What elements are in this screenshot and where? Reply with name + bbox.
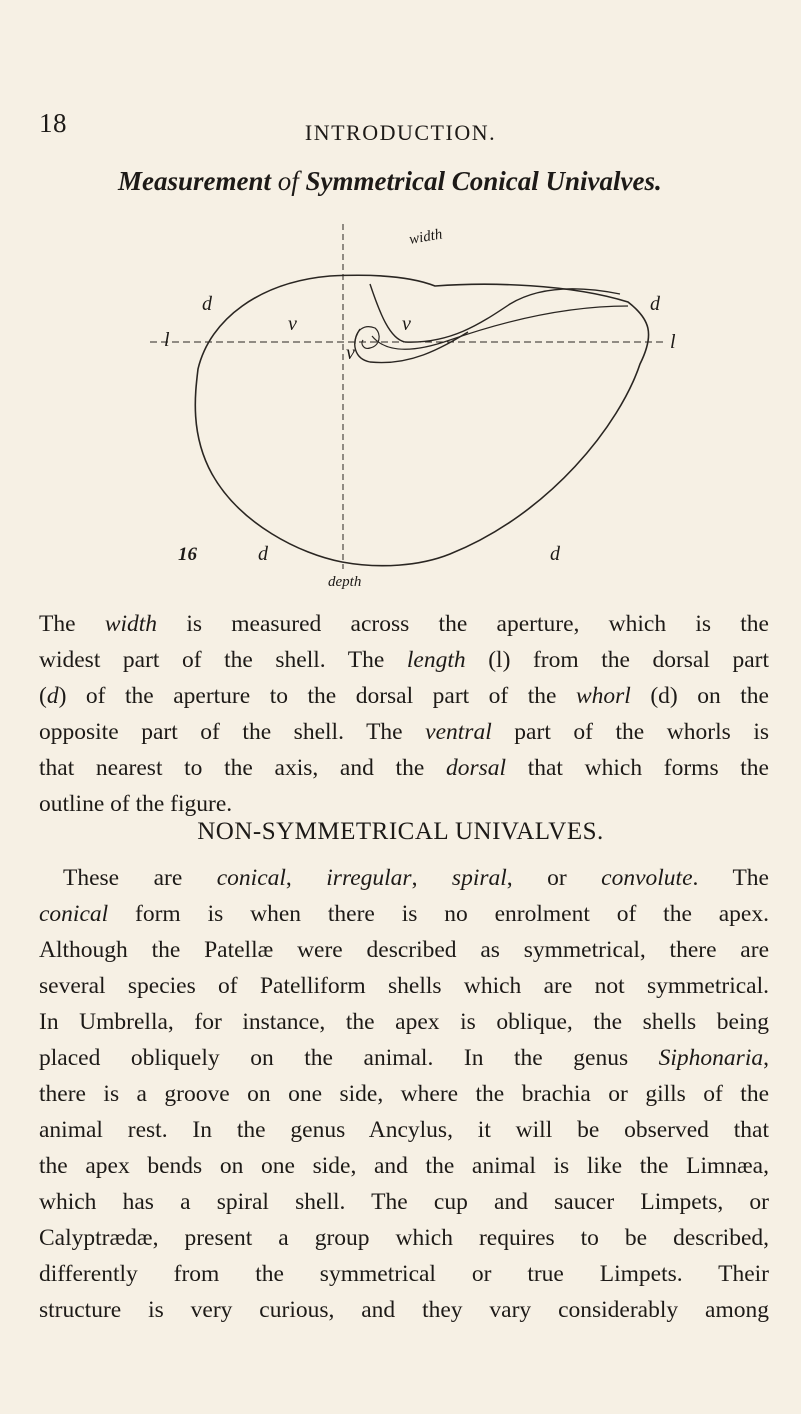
para2-line6: placed obliquely on the animal. In the genus Siphonaria, — [39, 1045, 769, 1071]
running-head: INTRODUCTION. — [304, 120, 497, 145]
para2-line9: the apex bends on one side, and the animal is like the Limnæa, — [39, 1153, 769, 1179]
para2-line11: Calyptrædæ, present a group which requires to be described, — [39, 1225, 769, 1251]
para2-line5: In Umbrella, for instance, the apex is oblique, the shells being — [39, 1009, 769, 1035]
label-l-right: l — [670, 331, 676, 353]
section-heading-part1: Measurement — [118, 166, 278, 196]
label-d-top-right: d — [650, 293, 660, 315]
para2-line7: there is a groove on one side, where the brachia or gills of the — [39, 1081, 769, 1107]
para2-line2: conical form is when there is no enrolment of the apex. — [39, 901, 769, 927]
label-width: width — [407, 226, 444, 248]
para1-line1: The width is measured across the aperture, which is the — [39, 611, 769, 637]
shell-outline — [195, 275, 648, 565]
para1-line6: outline of the figure. — [39, 791, 233, 817]
section-heading-part2: of — [277, 166, 299, 196]
paragraph-width-length — [39, 606, 769, 822]
whorl-curve-inner — [355, 329, 468, 363]
section-heading-part3: Symmetrical Conical Univalves. — [298, 166, 662, 196]
label-v-center: v — [346, 342, 355, 364]
para1-line3: (d) of the aperture to the dorsal part of the whorl (d) on the — [39, 683, 769, 709]
label-v-right: v — [402, 313, 411, 335]
para2-line4: several species of Patelliform shells which are not symmetrical. — [39, 973, 769, 999]
label-depth: depth — [328, 574, 362, 590]
para2-line10: which has a spiral shell. The cup and saucer Limpets, or — [39, 1189, 769, 1215]
para2-line8: animal rest. In the genus Ancylus, it will be observed that — [39, 1117, 769, 1143]
para2-line1: These are conical, irregular, spiral, or convolute. The — [63, 865, 769, 891]
section-heading — [118, 166, 662, 197]
label-v-left: v — [288, 313, 297, 335]
figure-number: 16 — [178, 544, 197, 565]
para2-line12: differently from the symmetrical or true Limpets. Their — [39, 1261, 769, 1287]
paragraph-non-symmetrical — [39, 860, 769, 1328]
shell-diagram — [150, 224, 690, 604]
para1-line4: opposite part of the shell. The ventral part of the whorls is — [39, 719, 769, 745]
label-d-top-left: d — [202, 293, 212, 315]
page-number: 18 — [39, 108, 67, 138]
label-d-bottom-right: d — [550, 543, 560, 565]
para2-line3: Although the Patellæ were described as symmetrical, there are — [39, 937, 769, 963]
para1-line2: widest part of the shell. The length (l) from the dorsal part — [39, 647, 769, 673]
label-l-left: l — [164, 329, 170, 351]
subheading-non-symmetrical: NON-SYMMETRICAL UNIVALVES. — [197, 818, 604, 845]
label-d-bottom-left: d — [258, 543, 268, 565]
para1-line5: that nearest to the axis, and the dorsal that which forms the — [39, 755, 769, 781]
para2-line13: structure is very curious, and they vary considerably among — [39, 1297, 769, 1323]
